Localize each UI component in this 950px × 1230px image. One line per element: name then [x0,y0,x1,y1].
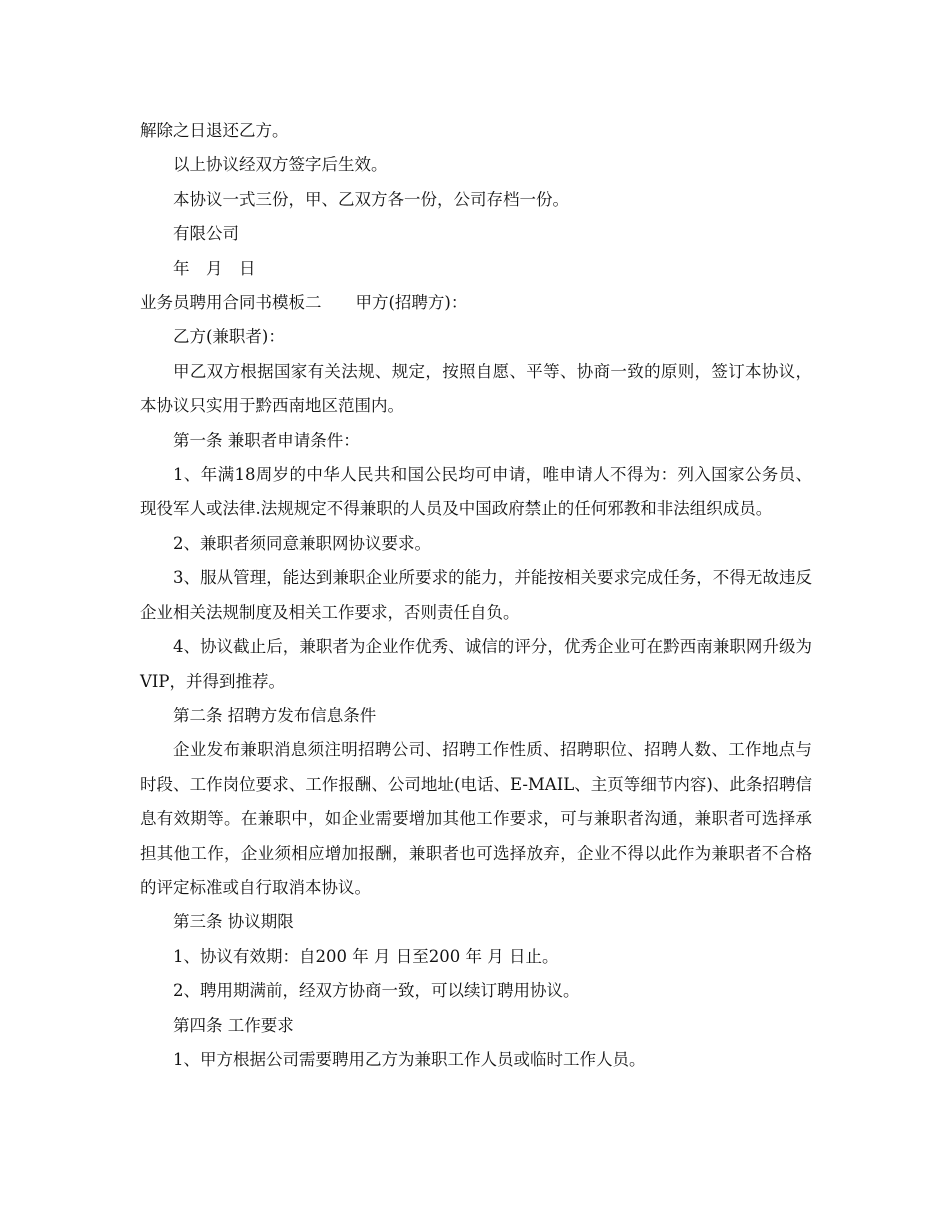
signature-date: 年 月 日 [173,258,256,278]
template-title: 业务员聘用合同书模板二 [140,293,322,313]
party-a-label: 甲方(招聘方)： [355,293,468,313]
party-b-label: 乙方(兼职者)： [173,327,285,347]
clause: 1、甲方根据公司需要聘用乙方为兼职工作人员或临时工作人员。 [173,1049,646,1069]
article-heading: 第二条 招聘方发布信息条件 [173,705,377,725]
clause: 1、年满18周岁的中华人民共和国公民均可申请，唯申请人不得为：列入国家公务员、现役军人或法律.法规规定不得兼职的人员及中国政府禁止的任何邪教和非法组织成员。 [140,465,812,519]
clause: 3、服从管理，能达到兼职企业所要求的能力，并能按相关要求完成任务，不得无故违反企业相关法规制度及相关工作要求，否则责任自负。 [140,568,812,622]
template-heading-line [140,286,812,320]
company-signature: 有限公司 [173,224,239,244]
paragraph: 甲乙双方根据国家有关法规、规定，按照自愿、平等、协商一致的原则，签订本协议，本协议只实用于黔西南地区范围内。 [140,361,812,416]
clause: 2、聘用期满前，经双方协商一致，可以续订聘用协议。 [173,981,580,1001]
paragraph: 以上协议经双方签字后生效。 [173,155,388,175]
document-body [140,114,812,1077]
clause: 2、兼职者须同意兼职网协议要求。 [173,533,431,553]
clause: 企业发布兼职消息须注明招聘公司、招聘工作性质、招聘职位、招聘人数、工作地点与时段、工作岗位要求、工作报酬、公司地址(电话、E-MAIL、主页等细节内容)、此条招聘信息有效期等。在兼职中，如企业需要增加其他工作要求，可与兼职者沟通，兼职者可选择承担其他工作，企业须相应增加报酬，兼职者也可选择放弃，企业不得以此作为兼职者不合格的评定标准或自行取消本协议。 [140,740,812,897]
paragraph: 解除之日退还乙方。 [140,121,289,140]
clause: 1、协议有效期：自200 年 月 日至200 年 月 日止。 [173,946,559,966]
article-heading: 第三条 协议期限 [173,912,294,932]
article-heading: 第四条 工作要求 [173,1015,294,1035]
clause: 4、协议截止后，兼职者为企业作优秀、诚信的评分，优秀企业可在黔西南兼职网升级为VIP，并得到推荐。 [140,637,812,691]
article-heading: 第一条 兼职者申请条件： [173,430,360,450]
paragraph: 本协议一式三份，甲、乙双方各一份，公司存档一份。 [173,189,569,209]
